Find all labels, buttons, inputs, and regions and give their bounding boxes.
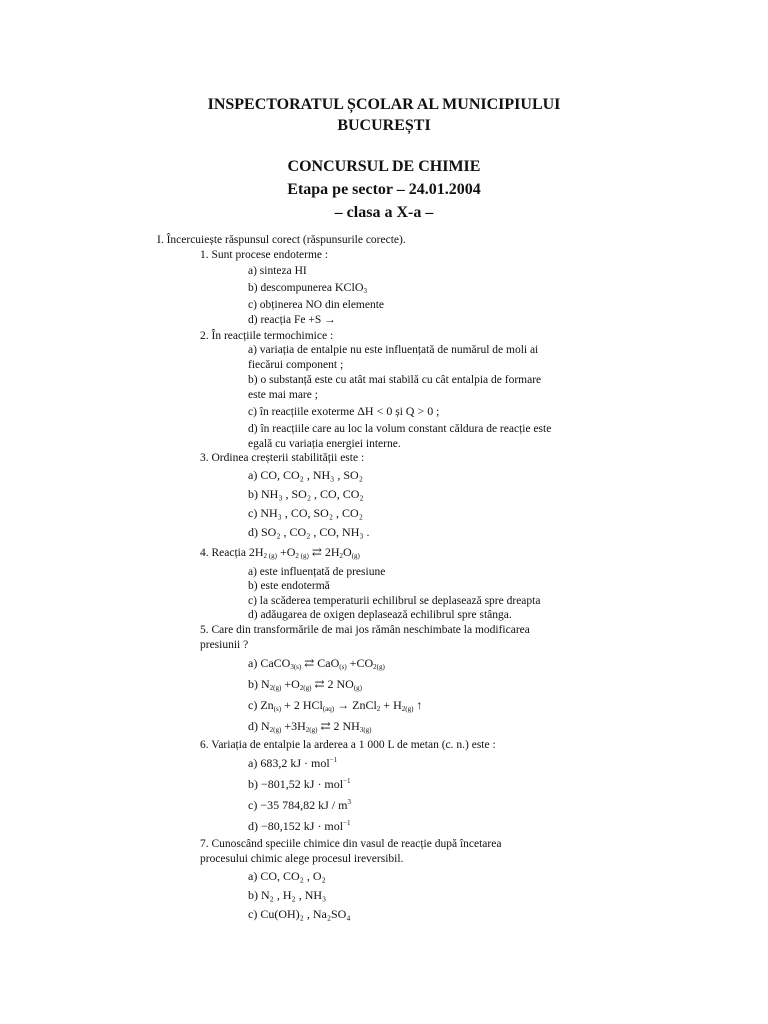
q2-option-c: c) în reacțiile exoterme ΔH < 0 și Q > 0 ;: [248, 404, 440, 418]
q1-option-b: b) descompunerea KClO$_3$: [248, 280, 368, 295]
question-5-line-2: presiunii ?: [200, 639, 249, 651]
q2-option-d-line-1: d) în reacțiile care au loc la volum constant căldura de reacție este: [248, 423, 552, 435]
q6-option-c: c) −35 784,82 kJ / $m^3$: [248, 798, 351, 812]
q4-option-b: b) este endotermă: [248, 580, 330, 592]
question-1: 1. Sunt procese endoterme :: [200, 249, 329, 261]
kclo3-formula: KClO$_3$: [334, 280, 368, 295]
q3-option-c: c) NH₃ , CO, SO₂ , CO₂: [248, 506, 363, 520]
grade-line: – clasa a X-a –: [334, 204, 434, 221]
q2-option-a-line-2: fiecărui component ;: [248, 359, 344, 371]
q5-option-c: c) $Zn_{(s)} + 2$ HCl$_{(aq)}$ → ZnCl$_2$ + $H_{2(g)}$ ↑: [248, 698, 423, 713]
water-synthesis-equation: $2H_{2 (g)} +O_{2 (g)}$ ⇄ $2H_2O_{(g)}$: [248, 545, 360, 560]
q-condition: Q > 0: [405, 404, 434, 418]
institution-line-2: BUCUREȘTI: [337, 117, 431, 134]
q3-option-a: a) CO, CO₂ , NH₃ , SO₂: [248, 468, 363, 482]
contest-title: CONCURSUL DE CHIMIE: [287, 158, 481, 175]
q1-option-c: c) obținerea NO din elemente: [248, 299, 385, 311]
question-4: 4. Reacția $2H_{2 (g)} +O_{2 (g)}$ ⇄ $2H_2O_{(g)}$: [200, 545, 360, 560]
q3-option-b: b) NH₃ , SO₂ , CO, CO₂: [248, 487, 364, 501]
stage-date: Etapa pe sector – 24.01.2004: [287, 181, 481, 198]
question-7-line-1: 7. Cunoscând speciile chimice din vasul de reacție după încetarea: [200, 838, 502, 850]
delta-h-condition: ΔH < 0: [357, 404, 393, 418]
question-5-line-1: 5. Care din transformările de mai jos rămân neschimbate la modificarea: [200, 624, 530, 636]
q5-option-a: a) CaCO$_{3(s)}$ ⇄ $CaO_{(s)} +CO_{2(g)}$: [248, 656, 385, 671]
question-2: 2. În reacțiile termochimice :: [200, 330, 334, 342]
q7-option-a: a) CO, CO₂ , O₂: [248, 869, 326, 883]
q6-option-d: d) −80,152 kJ · mol$^{-1}$: [248, 819, 351, 833]
q4-option-d: d) adăugarea de oxigen deplasează echilibrul spre stânga.: [248, 609, 512, 621]
q2-option-b-line-2: este mai mare ;: [248, 389, 318, 401]
q2-option-b-line-1: b) o substanță este cu atât mai stabilă cu cât entalpia de formare: [248, 374, 542, 386]
q2-option-a-line-1: a) variația de entalpie nu este influențată de numărul de moli ai: [248, 344, 539, 356]
q2-option-d-line-2: egală cu variația energiei interne.: [248, 438, 401, 450]
question-3: 3. Ordinea creșterii stabilității este :: [200, 452, 365, 464]
q3-option-d: d) SO₂ , CO₂ , CO, NH₃ .: [248, 525, 370, 539]
q5-option-d: d) $N_{2(g)} +3H_{2(g)}$ ⇄ 2 $NH_{3(g)}$: [248, 719, 372, 734]
q5-option-b: b) $N_{2(g)} +O_{2(g)}$ ⇄ 2 $NO_{(g)}$: [248, 677, 363, 692]
section-intro: I. Încercuiește răspunsul corect (răspunsurile corecte).: [157, 234, 406, 246]
q1-option-a: a) sinteza HI: [248, 265, 307, 277]
question-7-line-2: procesului chimic alege procesul ireversibil.: [200, 853, 404, 865]
question-6: 6. Variația de entalpie la arderea a 1 000 L de metan (c. n.) este :: [200, 739, 496, 751]
q6-option-b: b) −801,52 kJ · mol$^{-1}$: [248, 777, 351, 791]
q7-option-c: c) Cu(OH)₂ , Na₂SO₄: [248, 907, 351, 921]
q7-option-b: b) N₂ , H₂ , NH₃: [248, 888, 327, 902]
q1-option-d: d) reacția Fe +S →: [248, 314, 336, 326]
q4-option-c: c) la scăderea temperaturii echilibrul se deplasează spre dreapta: [248, 595, 541, 607]
q4-option-a: a) este influențată de presiune: [248, 566, 386, 578]
institution-line-1: INSPECTORATUL ȘCOLAR AL MUNICIPIULUI: [207, 96, 561, 113]
q6-option-a: a) 683,2 kJ · mol$^{-1}$: [248, 756, 338, 770]
